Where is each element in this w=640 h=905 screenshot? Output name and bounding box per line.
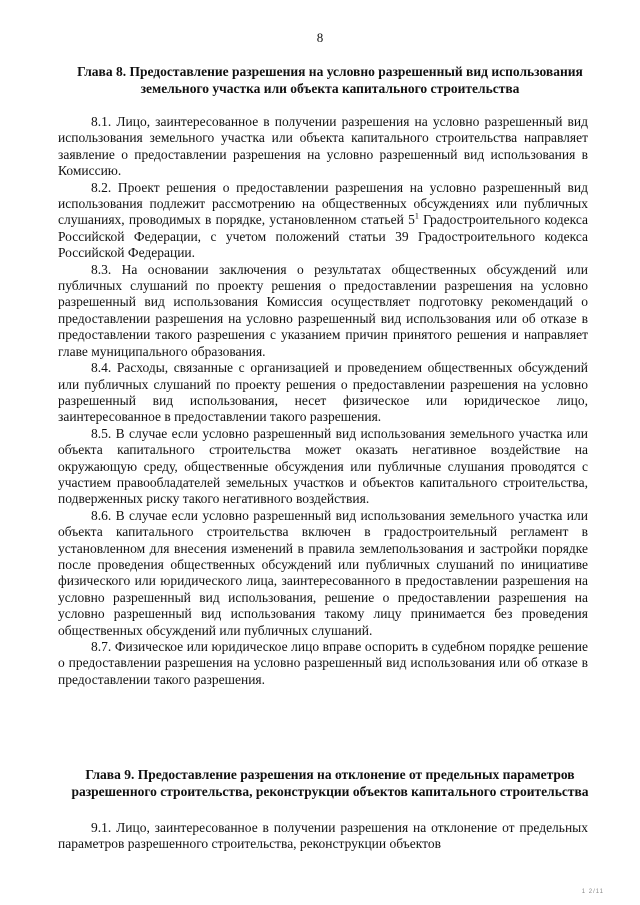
paragraph-8-4: 8.4. Расходы, связанные с организацией и проведением общественных обсуждений или публичных слушаний по проекту решения о предоставлении разрешения на условно разрешенный вид использования, несет физическое или юридическое лицо, заинтересованное в предоставлении такого разрешения. [58, 360, 588, 425]
paragraph-8-2-part-a: 8.2. Проект решения о предоставлении разрешения на условно разрешенный вид использования подлежит рассмотрению на общественных обсуждениях или публичных слушаниях, проводимых в порядке, установленном статьей 5 [58, 179, 588, 228]
chapter-8-body [58, 114, 588, 688]
paragraph-8-2 [58, 180, 588, 262]
footer-mark: 1 2/11 [581, 889, 604, 895]
chapter-9-title: Глава 9. Предоставление разрешения на отклонение от предельных параметров разрешенного строительства, реконструкции объектов капитального строительства [71, 767, 589, 799]
paragraph-8-7: 8.7. Физическое или юридическое лицо вправе оспорить в судебном порядке решение о предоставлении разрешения на условно разрешенный вид использования или об отказе в предоставлении такого разрешения. [58, 639, 588, 687]
paragraph-8-5: 8.5. В случае если условно разрешенный вид использования земельного участка или объекта капитального строительства может оказать негативное воздействие на окружающую среду, общественные обсуждения или публичные слушания проводятся с участием правообладателей земельных участков и объектов капитального строительства, подверженных риску такого негативного воздействия. [58, 425, 588, 507]
chapter-8-title: Глава 8. Предоставление разрешения на условно разрешенный вид использования земельного участка или объекта капитального строительства [77, 64, 583, 96]
article-superscript: 1 [414, 211, 419, 221]
paragraph-9-1: 9.1. Лицо, заинтересованное в получении разрешения на отклонение от предельных параметров разрешенного строительства, реконструкции объектов [58, 820, 588, 852]
paragraph-8-3: 8.3. На основании заключения о результатах общественных обсуждений или публичных слушаний по проекту решения о предоставлении разрешения на условно разрешенный вид использования Комиссия осуществляет подготовку рекомендаций о предоставлении разрешения на условно разрешенный вид использования или об отказе в предоставлении такого разрешения с указанием причин принятого решения и направляет главе муниципального образования. [58, 261, 588, 359]
paragraph-8-2-part-b: Градостроительного кодекса Российской Федерации, с учетом положений статьи 39 Градостроительного кодекса Российской Федерации. [58, 212, 588, 261]
paragraph-8-6: 8.6. В случае если условно разрешенный вид использования земельного участка или объекта капитального строительства включен в градостроительный регламент в установленном для внесения изменений в правила землепользования и застройки порядке после проведения общественных обсуждений или публичных слушаний по инициативе физического или юридического лица, заинтересованного в предоставлении разрешения на условно разрешенный вид использования, решение о предоставлении разрешения на условно разрешенный вид использования такому лицу принимается без проведения общественных обсуждений или публичных слушаний. [58, 507, 588, 638]
chapter-9-body [58, 820, 588, 853]
page-number: 8 [316, 30, 324, 45]
paragraph-8-1: 8.1. Лицо, заинтересованное в получении разрешения на условно разрешенный вид использования земельного участка или объекта капитального строительства направляет заявление о предоставлении разрешения на условно разрешенный вид использования в Комиссию. [58, 114, 588, 179]
